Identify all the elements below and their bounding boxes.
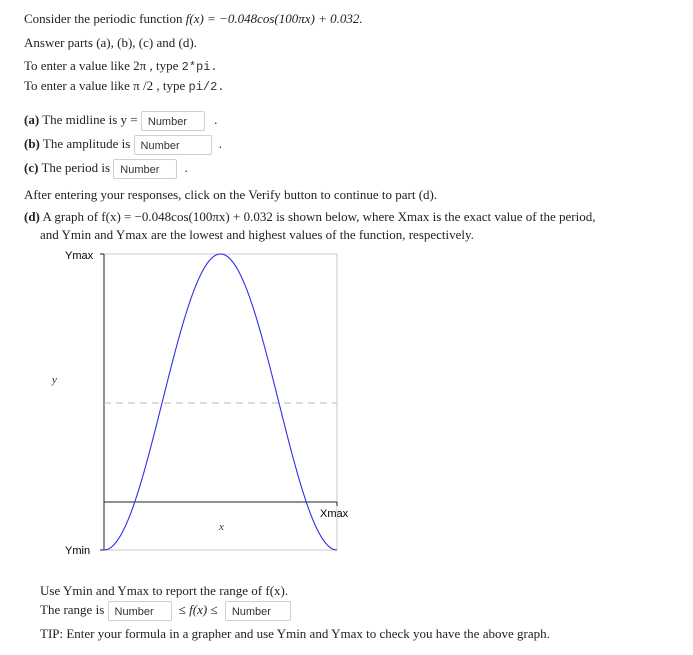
midline-input[interactable]: Number xyxy=(141,111,205,131)
cosine-curve xyxy=(104,254,337,550)
intro-text: Consider the periodic function xyxy=(24,11,186,26)
period-mark: . xyxy=(184,159,188,175)
part-a-text: The midline is y = xyxy=(42,111,138,127)
range-inequality: ≤ f(x) ≤ xyxy=(178,601,218,617)
plot-frame xyxy=(104,254,337,550)
function-expression: f(x) = −0.048cos(100πx) + 0.032. xyxy=(185,11,363,26)
hint-text: To enter a value like π /2 , type xyxy=(24,78,189,93)
ymax-label: Ymax xyxy=(65,250,94,262)
ymin-label: Ymin xyxy=(65,545,91,557)
part-b-label: (b) xyxy=(24,135,40,151)
part-a-label: (a) xyxy=(24,111,40,127)
x-axis-label: x xyxy=(219,521,224,533)
period-mark: . xyxy=(214,111,218,127)
hint-code: pi/2. xyxy=(188,80,225,94)
intro-parts-line: Answer parts (a), (b), (c) and (d). xyxy=(24,35,197,50)
range-upper-input[interactable]: Number xyxy=(225,601,291,621)
period-mark: . xyxy=(218,135,223,151)
y-axis-label: y xyxy=(52,374,57,386)
amplitude-input[interactable]: Number xyxy=(134,135,212,155)
part-d-label: (d) xyxy=(24,209,40,224)
part-d-text: A graph of f(x) = −0.048cos(100πx) + 0.032 is shown below, where Xmax is the exact value of the period, xyxy=(42,209,596,224)
part-c-label: (c) xyxy=(24,159,39,175)
period-input[interactable]: Number xyxy=(113,159,177,179)
xmax-label: Xmax xyxy=(320,508,349,520)
range-text: The range is xyxy=(40,601,105,617)
tip-text: TIP: Enter your formula in a grapher and use Ymin and Ymax to check you have the above graph. xyxy=(40,626,550,641)
range-instruction: Use Ymin and Ymax to report the range of f(x). xyxy=(40,583,289,598)
part-d-line2: and Ymin and Ymax are the lowest and highest values of the function, respectively. xyxy=(40,227,474,242)
part-c-text: The period is xyxy=(41,159,111,175)
verify-instruction: After entering your responses, click on the Verify button to continue to part (d). xyxy=(24,187,438,202)
hint-code: 2*pi. xyxy=(181,60,218,74)
part-b-text: The amplitude is xyxy=(42,135,131,151)
hint-text: To enter a value like 2π , type xyxy=(24,58,182,73)
range-lower-input[interactable]: Number xyxy=(108,601,172,621)
range-line xyxy=(40,601,291,621)
